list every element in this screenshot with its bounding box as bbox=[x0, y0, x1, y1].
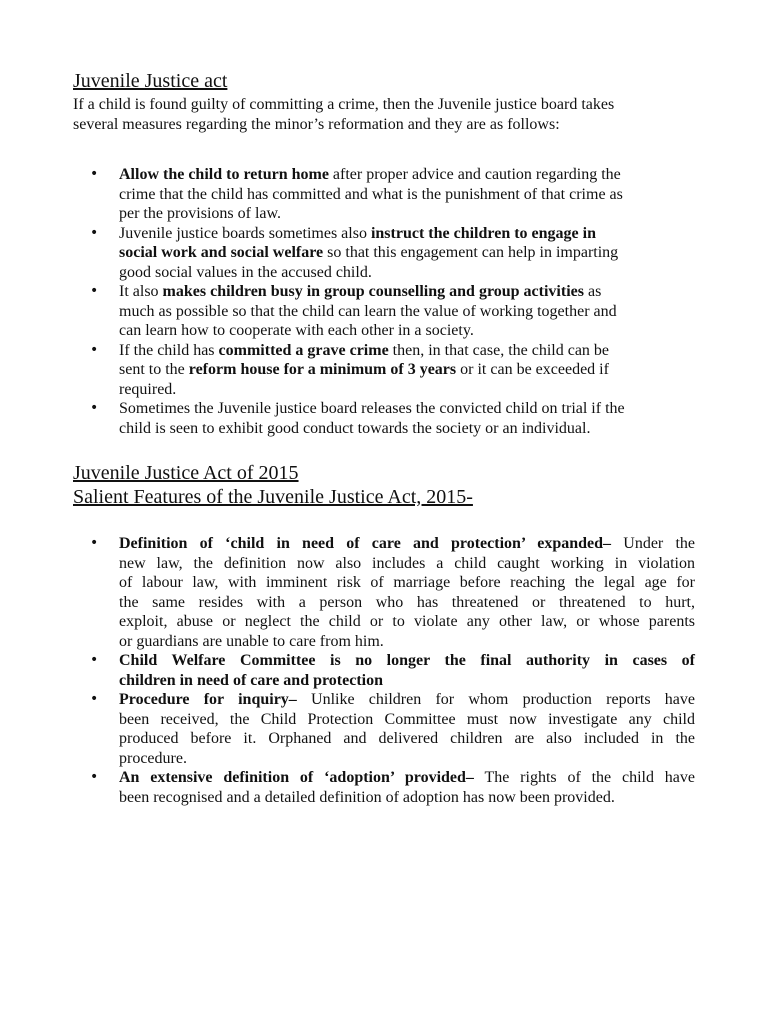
bullet-icon: • bbox=[90, 652, 99, 668]
text-line bbox=[119, 282, 695, 302]
measures-list bbox=[0, 165, 695, 438]
text-run: of labour law, with imminent risk of marriage before reaching the legal age for bbox=[119, 574, 695, 591]
text-run: or it can be exceeded if bbox=[456, 361, 609, 378]
section-title-juvenile-justice-act: Juvenile Justice act bbox=[73, 70, 228, 92]
list-item bbox=[0, 341, 695, 400]
text-run: been received, the Child Protection Committee must now investigate any child bbox=[119, 710, 695, 728]
bold-text: Allow the child to return home bbox=[119, 166, 329, 183]
text-line bbox=[119, 710, 695, 730]
text-run: the same resides with a person who has threatened or threatened to hurt, bbox=[119, 593, 695, 611]
text-line bbox=[119, 243, 695, 263]
text-line bbox=[119, 632, 695, 652]
text-run: or guardians are unable to care from him. bbox=[119, 632, 384, 650]
text-run: per the provisions of law. bbox=[119, 205, 282, 222]
bold-text: instruct the children to engage in bbox=[370, 224, 596, 242]
text-line bbox=[119, 165, 695, 185]
list-item-text bbox=[119, 768, 695, 807]
text-line bbox=[119, 419, 695, 439]
text-run: much as possible so that the child can learn the value of working together and bbox=[119, 302, 617, 320]
text-run: exploit, abuse or neglect the child or to violate any other law, or whose parents bbox=[119, 613, 695, 630]
list-item bbox=[0, 165, 695, 224]
list-item-text bbox=[119, 651, 695, 690]
text-run: so that this engagement can help in imparting bbox=[323, 244, 619, 261]
text-line bbox=[119, 185, 695, 205]
text-run: Juvenile justice boards sometimes also bbox=[119, 224, 371, 242]
text-line bbox=[119, 399, 695, 419]
text-line bbox=[119, 729, 695, 749]
text-line bbox=[119, 224, 695, 244]
list-item-text bbox=[119, 399, 695, 438]
bullet-icon: • bbox=[90, 691, 99, 707]
list-item-text bbox=[119, 282, 695, 341]
text-run: after proper advice and caution regarding the bbox=[328, 166, 621, 183]
bold-text: reform house for a minimum of 3 years bbox=[188, 361, 457, 378]
list-item bbox=[0, 534, 695, 651]
text-run: then, in that case, the child can be bbox=[388, 341, 610, 359]
text-run: crime that the child has committed and what is the punishment of that crime as bbox=[119, 185, 623, 203]
bold-text: children in need of care and protection bbox=[119, 671, 383, 689]
bold-text: Child Welfare Committee is no longer the final authority in cases of bbox=[119, 652, 695, 669]
text-run: child is seen to exhibit good conduct towards the society or an individual. bbox=[119, 419, 591, 437]
text-run: procedure. bbox=[119, 749, 187, 767]
list-item bbox=[0, 651, 695, 690]
text-run: can learn how to cooperate with each other in a society. bbox=[119, 322, 474, 339]
list-item bbox=[0, 768, 695, 807]
text-run: good social values in the accused child. bbox=[119, 263, 372, 281]
text-line bbox=[119, 671, 695, 691]
text-line bbox=[119, 341, 695, 361]
bold-text: An extensive definition of ‘adoption’ provided– bbox=[119, 769, 474, 786]
text-line bbox=[119, 554, 695, 574]
bullet-icon: • bbox=[90, 400, 99, 416]
bullet-icon: • bbox=[90, 224, 99, 241]
bullet-icon: • bbox=[90, 166, 99, 182]
list-item bbox=[0, 282, 695, 341]
list-item bbox=[0, 224, 695, 283]
text-line bbox=[119, 573, 695, 593]
text-run: Under the bbox=[611, 535, 695, 552]
bullet-icon: • bbox=[90, 769, 99, 785]
text-run: been recognised and a detailed definition of adoption has now been provided. bbox=[119, 788, 615, 806]
bold-text: committed a grave crime bbox=[218, 341, 389, 359]
list-item-text bbox=[119, 690, 695, 768]
text-line bbox=[119, 321, 695, 341]
text-run: produced before it. Orphaned and delivered children are also included in the bbox=[119, 730, 695, 747]
bold-text: makes children busy in group counselling and group activities bbox=[162, 283, 584, 300]
section-title-act-2015: Juvenile Justice Act of 2015 bbox=[73, 462, 299, 484]
text-run: as bbox=[583, 283, 602, 300]
text-run: If the child has bbox=[119, 341, 219, 359]
text-run: Unlike children for whom production reports have bbox=[296, 691, 696, 708]
text-run: sent to the bbox=[119, 361, 189, 378]
text-line bbox=[119, 593, 695, 613]
text-line bbox=[119, 651, 695, 671]
text-run: required. bbox=[119, 380, 177, 398]
text-run: It also bbox=[119, 283, 163, 300]
text-line bbox=[119, 380, 695, 400]
text-line bbox=[119, 768, 695, 788]
bold-text: Definition of ‘child in need of care and protection’ expanded– bbox=[119, 535, 612, 552]
intro-line: If a child is found guilty of committing a crime, then the Juvenile justice board takes bbox=[73, 96, 615, 113]
bullet-icon: • bbox=[90, 341, 99, 358]
text-line bbox=[119, 690, 695, 710]
text-line bbox=[119, 749, 695, 769]
list-item-text bbox=[119, 341, 695, 400]
list-item-text bbox=[119, 534, 695, 651]
list-item bbox=[0, 399, 695, 438]
text-line bbox=[119, 360, 695, 380]
text-run: The rights of the child have bbox=[473, 769, 696, 786]
list-item-text bbox=[119, 224, 695, 283]
bullet-icon: • bbox=[90, 283, 99, 299]
list-item bbox=[0, 690, 695, 768]
bold-text: Procedure for inquiry– bbox=[119, 691, 297, 708]
intro-paragraph bbox=[73, 95, 713, 134]
bullet-icon: • bbox=[90, 535, 99, 551]
text-line bbox=[119, 612, 695, 632]
bold-text: social work and social welfare bbox=[119, 244, 324, 261]
list-item-text bbox=[119, 165, 695, 224]
salient-features-list bbox=[0, 534, 695, 807]
section-subtitle-salient-features: Salient Features of the Juvenile Justice Act, 2015- bbox=[73, 486, 473, 508]
text-line bbox=[119, 204, 695, 224]
text-line bbox=[119, 534, 695, 554]
text-line bbox=[119, 788, 695, 808]
text-run: new law, the definition now also includes a child caught working in violation bbox=[119, 554, 695, 572]
text-run: Sometimes the Juvenile justice board releases the convicted child on trial if the bbox=[119, 400, 625, 417]
text-line bbox=[119, 263, 695, 283]
text-line bbox=[119, 302, 695, 322]
intro-line: several measures regarding the minor’s reformation and they are as follows: bbox=[73, 115, 560, 133]
